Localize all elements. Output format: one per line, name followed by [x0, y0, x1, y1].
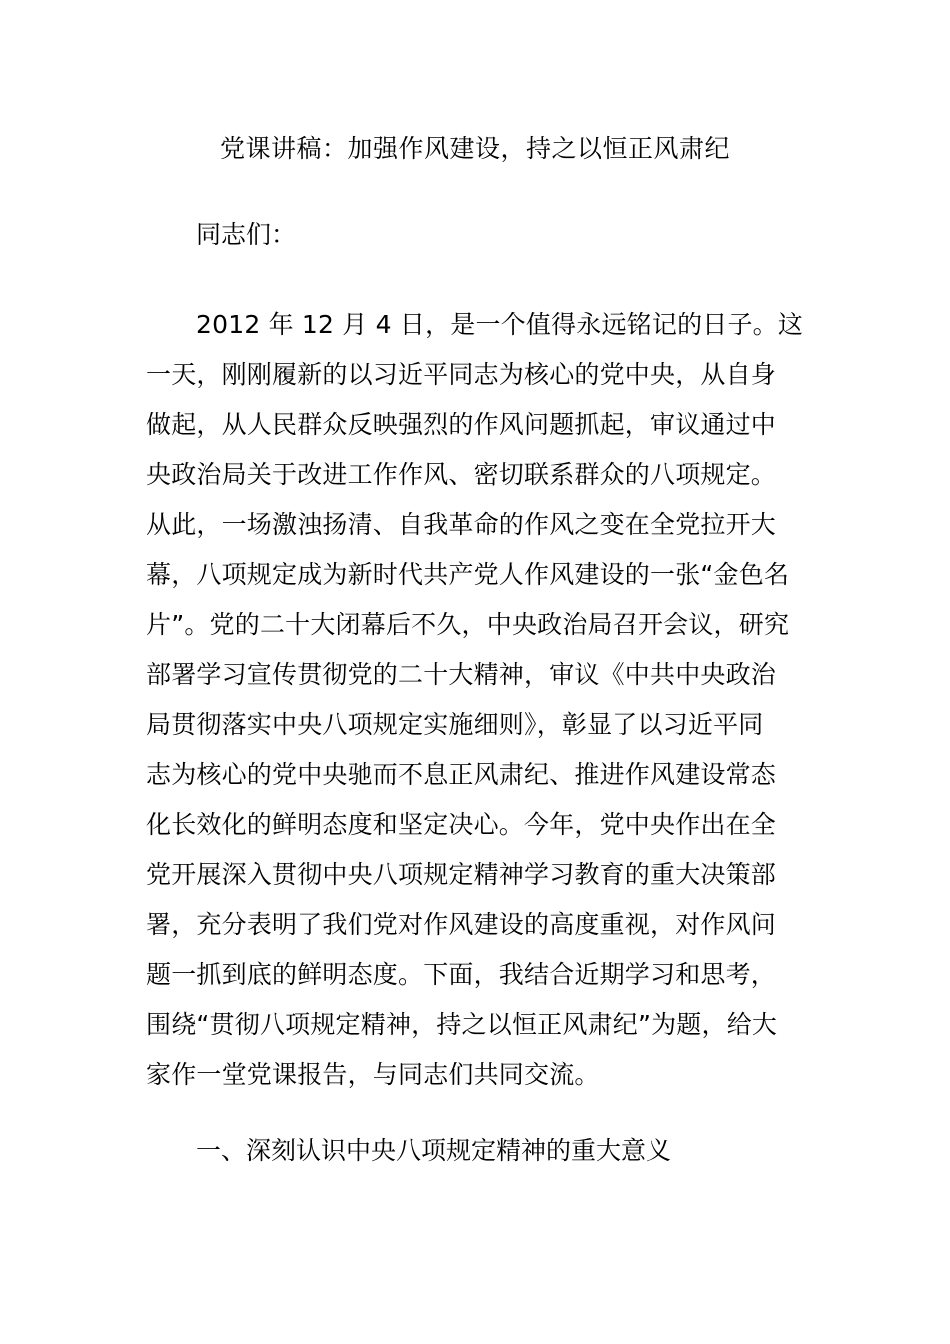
paragraph-line: 化长效化的鲜明态度和坚定决心。今年，党中央作出在全: [146, 810, 777, 839]
paragraph-line: 围绕“贯彻八项规定精神，持之以恒正风肃纪”为题，给大: [146, 1010, 778, 1039]
body-paragraph: [146, 300, 804, 1100]
paragraph-line: 部署学习宣传贯彻党的二十大精神，审议《中共中央政治: [146, 660, 777, 689]
paragraph-line: 题一抓到底的鲜明态度。下面，我结合近期学习和思考，: [146, 960, 777, 989]
paragraph-line: 央政治局关于改进工作作风、密切联系群众的八项规定。: [146, 460, 777, 489]
salutation: 同志们：: [196, 220, 297, 249]
paragraph-line: 做起，从人民群众反映强烈的作风问题抓起，审议通过中: [146, 410, 777, 439]
paragraph-line: 局贯彻落实中央八项规定实施细则》，彰显了以习近平同: [146, 710, 764, 739]
paragraph-line: 党开展深入贯彻中央八项规定精神学习教育的重大决策部: [146, 860, 777, 889]
paragraph-line: 从此，一场激浊扬清、自我革命的作风之变在全党拉开大: [146, 510, 777, 539]
paragraph-line: 2012 年 12 月 4 日，是一个值得永远铭记的日子。这: [196, 310, 804, 339]
paragraph-line: 片”。党的二十大闭幕后不久，中央政治局召开会议，研究: [146, 610, 790, 639]
section-heading: 一、深刻认识中央八项规定精神的重大意义: [196, 1136, 672, 1165]
paragraph-line: 幕，八项规定成为新时代共产党人作风建设的一张“金色名: [146, 560, 790, 589]
document-title: 党课讲稿：加强作风建设，持之以恒正风肃纪: [219, 134, 730, 163]
paragraph-line: 家作一堂党课报告，与同志们共同交流。: [146, 1060, 600, 1089]
paragraph-line: 一天，刚刚履新的以习近平同志为核心的党中央，从自身: [146, 360, 777, 389]
paragraph-line: 志为核心的党中央驰而不息正风肃纪、推进作风建设常态: [146, 760, 777, 789]
paragraph-line: 署，充分表明了我们党对作风建设的高度重视，对作风问: [146, 910, 777, 939]
